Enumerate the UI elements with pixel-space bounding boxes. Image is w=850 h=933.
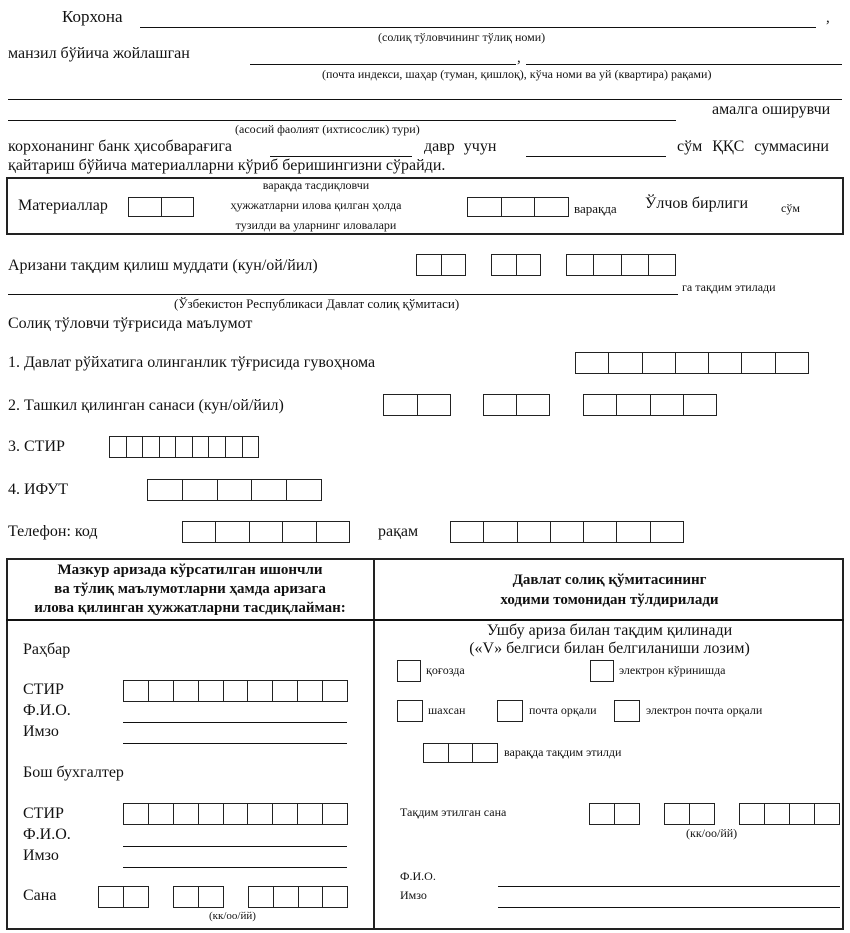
digit-cell[interactable] (616, 395, 649, 415)
table-header-divider (6, 619, 844, 621)
digit-cell[interactable] (148, 480, 182, 500)
date-label: Сана (23, 887, 57, 904)
digit-cell[interactable] (648, 255, 675, 275)
ifut-cells[interactable] (147, 479, 322, 501)
digit-cell[interactable] (764, 804, 789, 824)
digit-cell[interactable] (297, 681, 322, 701)
founded-month-cells[interactable] (483, 394, 550, 416)
digit-cell[interactable] (148, 681, 173, 701)
tin-cells[interactable] (109, 436, 259, 458)
bank-line-text-1: корхонанинг банк ҳисобварағига (8, 138, 232, 155)
accountant-signature-field[interactable] (123, 867, 347, 868)
deadline-month-cells[interactable] (491, 254, 541, 276)
phone-code-cells[interactable] (182, 521, 350, 543)
digit-cell[interactable] (689, 804, 714, 824)
digit-cell[interactable] (775, 353, 808, 373)
digit-cell[interactable] (614, 804, 639, 824)
digit-cell[interactable] (123, 887, 148, 907)
digit-cell[interactable] (159, 437, 176, 457)
submission-date-label: Тақдим этилган сана (400, 805, 507, 819)
submission-year-cells[interactable] (739, 803, 840, 825)
digit-cell[interactable] (183, 522, 215, 542)
activity-line-2[interactable] (8, 120, 676, 121)
submitted-with-line2: («V» белгиси билан белгиланиши лозим) (469, 640, 750, 657)
digit-cell[interactable] (534, 198, 568, 216)
digit-cell[interactable] (174, 887, 198, 907)
right-panel-title-line1: Давлат солиқ қўмитасининг (512, 572, 707, 588)
registration-cert-label: 1. Давлат рўйхатига олинганлик тўғрисида гувоҳнома (8, 354, 376, 371)
director-name-field[interactable] (123, 722, 347, 723)
digit-cell[interactable] (448, 744, 473, 762)
digit-cell[interactable] (740, 804, 764, 824)
electronic-form-option-label: электрон кўринишда (619, 663, 726, 677)
ifut-label: 4. ИФУТ (8, 481, 69, 498)
submitted-with-line1: Ушбу ариза билан тақдим қилинади (486, 622, 733, 639)
digit-cell[interactable] (198, 887, 223, 907)
submitted-to-suffix: га тақдим этилади (682, 280, 776, 294)
address-part1-field[interactable] (250, 64, 516, 65)
digit-cell[interactable] (316, 522, 349, 542)
tax-committee-field[interactable] (8, 294, 678, 295)
digit-cell[interactable] (789, 804, 814, 824)
digit-cell[interactable] (142, 437, 159, 457)
digit-cell[interactable] (650, 522, 683, 542)
bank-line-text-3: сўм ҚҚС суммасини (677, 138, 829, 155)
deadline-label: Аризани тақдим қилиш муддати (кун/ой/йил) (8, 257, 318, 274)
accountant-tin-cells[interactable] (123, 803, 348, 825)
digit-cell[interactable] (148, 804, 173, 824)
digit-cell[interactable] (417, 255, 441, 275)
officer-name-field[interactable] (498, 886, 840, 887)
digit-cell[interactable] (251, 480, 286, 500)
digit-cell[interactable] (215, 522, 248, 542)
director-name-label: Ф.И.О. (23, 702, 71, 719)
sheets-label: варақда (574, 201, 617, 216)
digit-cell[interactable] (590, 804, 614, 824)
in-person-checkbox[interactable] (397, 700, 423, 722)
request-line: қайтариш бўйича материалларни кўриб беришингизни сўрайди. (8, 157, 446, 174)
digit-cell[interactable] (249, 522, 282, 542)
founded-date-label: 2. Ташкил қилинган санаси (кун/ой/йил) (8, 397, 284, 414)
enterprise-comma: , (826, 10, 830, 26)
digit-cell[interactable] (198, 681, 223, 701)
by-email-checkbox[interactable] (614, 700, 640, 722)
digit-cell[interactable] (616, 522, 649, 542)
founded-day-cells[interactable] (383, 394, 451, 416)
digit-cell[interactable] (282, 522, 315, 542)
enterprise-hint: (солиқ тўловчининг тўлиқ номи) (378, 30, 546, 44)
enterprise-name-field[interactable] (140, 27, 816, 28)
digit-cell[interactable] (708, 353, 741, 373)
digit-cell[interactable] (322, 887, 347, 907)
digit-cell[interactable] (516, 395, 549, 415)
digit-cell[interactable] (225, 437, 242, 457)
officer-signature-field[interactable] (498, 907, 840, 908)
digit-cell[interactable] (272, 681, 297, 701)
digit-cell[interactable] (417, 395, 451, 415)
phone-code-label: Телефон: код (8, 523, 98, 540)
digit-cell[interactable] (175, 437, 192, 457)
address-part2-field[interactable] (526, 64, 842, 65)
materials-middle-line2: ҳужжатларни илова қилган ҳолда (230, 198, 402, 212)
period-field[interactable] (526, 156, 666, 157)
digit-cell[interactable] (501, 198, 535, 216)
deadline-day-cells[interactable] (416, 254, 466, 276)
sign-date-day-cells[interactable] (98, 886, 149, 908)
right-panel-title-line2: ходими томонидан тўлдирилади (500, 592, 719, 608)
activity-hint: (асосий фаолият (ихтисослик) тури) (235, 122, 420, 136)
digit-cell[interactable] (217, 480, 252, 500)
digit-cell[interactable] (576, 353, 608, 373)
materials-middle-line3: тузилди ва уларнинг иловалари (235, 218, 397, 232)
digit-cell[interactable] (286, 480, 321, 500)
left-panel-title-line3: илова қилинган ҳужжатларни тасдиқлайман: (34, 600, 346, 616)
digit-cell[interactable] (242, 437, 259, 457)
table-column-divider (373, 558, 375, 930)
digit-cell[interactable] (583, 522, 616, 542)
digit-cell[interactable] (273, 887, 298, 907)
digit-cell[interactable] (484, 395, 516, 415)
digit-cell[interactable] (129, 198, 161, 216)
submission-month-cells[interactable] (664, 803, 715, 825)
sheets-submitted-label: варақда тақдим этилди (504, 745, 622, 759)
unit-value: сўм (781, 201, 800, 215)
digit-cell[interactable] (272, 804, 297, 824)
committee-hint: (Ўзбекистон Республикаси Давлат солиқ қўмитаси) (174, 296, 460, 311)
sheets-count-cells[interactable] (467, 197, 569, 217)
by-mail-option-label: почта орқали (529, 703, 597, 717)
officer-signature-label: Имзо (400, 888, 427, 902)
materials-label: Материаллар (18, 197, 108, 214)
digit-cell[interactable] (124, 681, 148, 701)
sign-date-month-cells[interactable] (173, 886, 224, 908)
left-panel-title-line1: Мазкур аризада кўрсатилган ишончли (57, 562, 323, 578)
registration-cert-cells[interactable] (575, 352, 809, 374)
activity-line-1[interactable] (8, 99, 842, 100)
digit-cell[interactable] (322, 804, 347, 824)
digit-cell[interactable] (124, 804, 148, 824)
bank-line-text-2: давр учун (424, 138, 497, 155)
sheets-submitted-cells[interactable] (423, 743, 498, 763)
submission-date-format-hint: (кк/оо/йй) (686, 826, 738, 840)
digit-cell[interactable] (161, 198, 194, 216)
sign-date-format-hint: (кк/оо/йй) (209, 910, 256, 922)
digit-cell[interactable] (198, 804, 223, 824)
digit-cell[interactable] (608, 353, 641, 373)
digit-cell[interactable] (173, 681, 198, 701)
digit-cell[interactable] (384, 395, 417, 415)
digit-cell[interactable] (741, 353, 774, 373)
digit-cell[interactable] (683, 395, 716, 415)
left-panel-title-line2: ва тўлиқ маълумотларни ҳамда аризага (54, 581, 326, 597)
digit-cell[interactable] (567, 255, 593, 275)
phone-number-cells[interactable] (450, 521, 684, 543)
address-label: манзил бўйича жойлашган (8, 45, 190, 62)
digit-cell[interactable] (468, 198, 501, 216)
founded-year-cells[interactable] (583, 394, 717, 416)
electronic-form-checkbox[interactable] (590, 660, 614, 682)
digit-cell[interactable] (441, 255, 466, 275)
digit-cell[interactable] (247, 804, 272, 824)
activity-suffix: амалга оширувчи (712, 101, 831, 118)
digit-cell[interactable] (424, 744, 448, 762)
director-tin-label: СТИР (23, 681, 64, 698)
materials-middle-line1: варақда тасдиқловчи (262, 178, 370, 192)
materials-count-cells[interactable] (128, 197, 194, 217)
digit-cell[interactable] (208, 437, 225, 457)
digit-cell[interactable] (814, 804, 839, 824)
digit-cell[interactable] (126, 437, 143, 457)
digit-cell[interactable] (517, 522, 550, 542)
digit-cell[interactable] (110, 437, 126, 457)
accountant-tin-label: СТИР (23, 805, 64, 822)
unit-label: Ўлчов бирлиги (645, 195, 749, 212)
digit-cell[interactable] (665, 804, 689, 824)
paper-option-label: қоғозда (426, 663, 465, 677)
taxpayer-info-heading: Солиқ тўловчи тўғрисида маълумот (8, 315, 253, 332)
digit-cell[interactable] (297, 804, 322, 824)
tin-label: 3. СТИР (8, 438, 65, 455)
accountant-signature-label: Имзо (23, 847, 59, 864)
director-tin-cells[interactable] (123, 680, 348, 702)
digit-cell[interactable] (550, 522, 583, 542)
digit-cell[interactable] (642, 353, 675, 373)
accountant-label: Бош бухгалтер (23, 764, 124, 781)
digit-cell[interactable] (99, 887, 123, 907)
address-comma: , (517, 50, 521, 66)
digit-cell[interactable] (584, 395, 616, 415)
by-mail-checkbox[interactable] (497, 700, 523, 722)
digit-cell[interactable] (675, 353, 708, 373)
digit-cell[interactable] (516, 255, 541, 275)
digit-cell[interactable] (182, 480, 217, 500)
digit-cell[interactable] (249, 887, 273, 907)
digit-cell[interactable] (492, 255, 516, 275)
address-hint: (почта индекси, шаҳар (туман, қишлоқ), кўча номи ва уй (квартира) рақами) (322, 67, 712, 81)
sign-date-year-cells[interactable] (248, 886, 348, 908)
accountant-name-label: Ф.И.О. (23, 826, 71, 843)
accountant-name-field[interactable] (123, 846, 347, 847)
digit-cell[interactable] (483, 522, 516, 542)
digit-cell[interactable] (621, 255, 648, 275)
digit-cell[interactable] (192, 437, 209, 457)
in-person-option-label: шахсан (428, 703, 466, 717)
director-signature-label: Имзо (23, 723, 59, 740)
digit-cell[interactable] (322, 681, 347, 701)
deadline-year-cells[interactable] (566, 254, 676, 276)
by-email-option-label: электрон почта орқали (646, 703, 763, 717)
paper-checkbox[interactable] (397, 660, 421, 682)
enterprise-label: Корхона (62, 7, 123, 26)
phone-number-label: рақам (378, 523, 419, 540)
director-signature-field[interactable] (123, 743, 347, 744)
digit-cell[interactable] (223, 681, 248, 701)
digit-cell[interactable] (223, 804, 248, 824)
director-label: Раҳбар (23, 641, 71, 658)
digit-cell[interactable] (593, 255, 620, 275)
digit-cell[interactable] (451, 522, 483, 542)
digit-cell[interactable] (173, 804, 198, 824)
digit-cell[interactable] (247, 681, 272, 701)
digit-cell[interactable] (298, 887, 323, 907)
digit-cell[interactable] (472, 744, 497, 762)
digit-cell[interactable] (650, 395, 683, 415)
submission-day-cells[interactable] (589, 803, 640, 825)
officer-name-label: Ф.И.О. (400, 869, 436, 883)
